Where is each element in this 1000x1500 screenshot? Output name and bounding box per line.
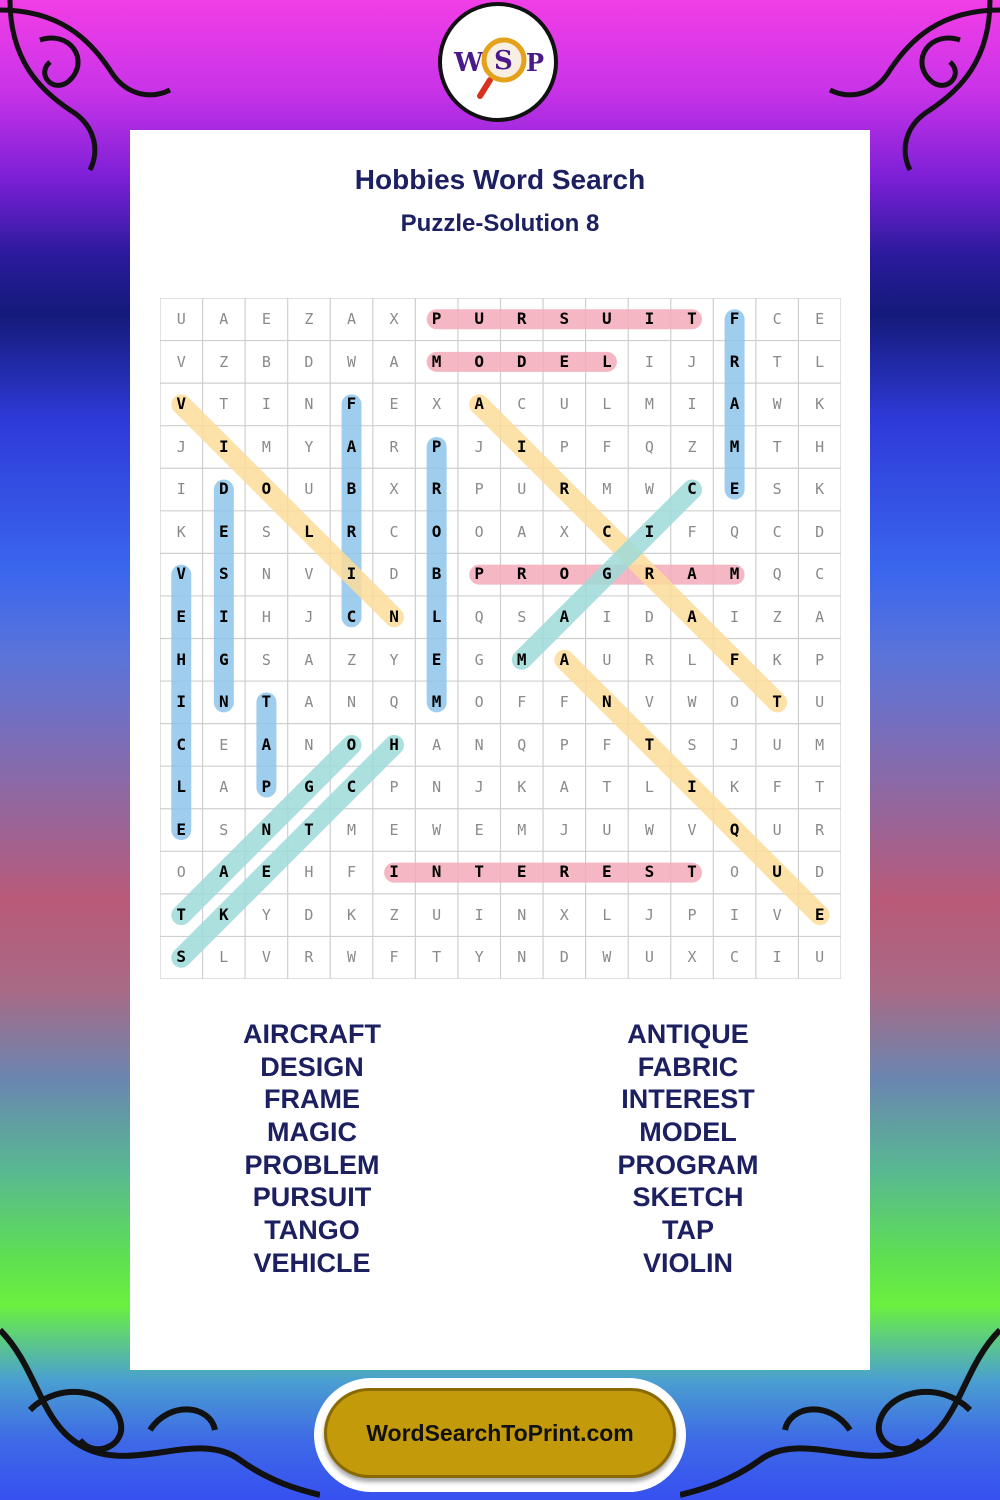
grid-cell[interactable]: H — [304, 863, 314, 882]
grid-cell[interactable]: U — [517, 480, 527, 499]
grid-cell[interactable]: K — [218, 904, 229, 924]
grid-cell[interactable]: T — [772, 692, 782, 712]
grid-cell[interactable]: N — [304, 735, 314, 754]
page-title: Hobbies Word Search — [354, 164, 646, 195]
grid-cell[interactable]: U — [432, 905, 442, 924]
grid-cell[interactable]: X — [389, 310, 399, 328]
grid-cell[interactable]: H — [176, 649, 187, 669]
grid-cell[interactable]: A — [687, 564, 697, 584]
grid-cell[interactable]: M — [815, 735, 825, 754]
grid-cell[interactable]: R — [559, 479, 570, 499]
grid-cell[interactable]: D — [304, 905, 314, 924]
grid-cell[interactable]: J — [687, 352, 697, 371]
grid-cell[interactable]: K — [815, 395, 825, 414]
grid-cell[interactable]: D — [815, 522, 825, 541]
grid-cell[interactable]: I — [389, 862, 399, 882]
grid-cell[interactable]: U — [176, 310, 186, 328]
word-list-item: MAGIC — [267, 1117, 357, 1148]
grid-cell[interactable]: E — [176, 819, 187, 839]
grid-cell[interactable]: S — [176, 947, 187, 967]
grid-cell[interactable]: F — [389, 948, 399, 967]
grid-cell[interactable]: J — [730, 735, 740, 754]
grid-cell[interactable]: U — [815, 693, 825, 712]
grid-cell[interactable]: V — [176, 352, 186, 371]
grid-cell[interactable]: T — [772, 352, 782, 371]
word-list-left — [122, 1018, 502, 1280]
grid-cell[interactable]: A — [729, 394, 740, 414]
grid-cell[interactable]: A — [218, 862, 229, 882]
grid-cell[interactable]: C — [772, 310, 782, 328]
grid-cell[interactable]: J — [474, 778, 484, 797]
grid-cell[interactable]: V — [261, 948, 271, 967]
grid-cell[interactable]: Y — [389, 650, 399, 669]
grid-cell[interactable]: N — [432, 778, 442, 797]
grid-cell[interactable]: X — [389, 480, 399, 499]
grid-cell[interactable]: A — [559, 649, 570, 669]
grid-cell[interactable]: K — [176, 522, 186, 541]
word-list-item: PROGRAM — [617, 1149, 759, 1180]
grid-cell[interactable]: Q — [772, 565, 782, 584]
grid-cell[interactable]: Y — [261, 905, 271, 924]
grid-cell[interactable]: T — [687, 309, 697, 328]
grid-cell[interactable]: W — [644, 820, 654, 839]
word-list-item: ANTIQUE — [627, 1019, 749, 1049]
grid-cell[interactable]: R — [431, 479, 442, 499]
grid-cell[interactable]: L — [644, 778, 654, 797]
grid-cell[interactable]: W — [346, 948, 357, 967]
grid-cell[interactable]: F — [602, 735, 612, 754]
grid-cell[interactable]: E — [516, 862, 527, 882]
grid-cell[interactable]: J — [304, 607, 314, 626]
grid-cell[interactable]: N — [517, 905, 527, 924]
grid-cell[interactable]: Z — [304, 310, 314, 328]
grid-cell[interactable]: N — [261, 565, 271, 584]
grid-cell[interactable]: B — [346, 479, 357, 499]
grid-cell[interactable]: I — [176, 692, 187, 712]
grid-cell[interactable]: D — [559, 948, 569, 967]
logo-letter-s: S — [494, 46, 513, 76]
grid-cell[interactable]: U — [559, 395, 569, 414]
word-list-item: TAP — [662, 1215, 714, 1246]
grid-cell[interactable]: B — [261, 352, 271, 371]
grid-cell[interactable]: Q — [729, 819, 740, 839]
grid-cell[interactable]: K — [346, 905, 357, 924]
grid-cell[interactable]: T — [261, 692, 272, 712]
grid-cell[interactable]: V — [176, 564, 187, 584]
grid-cell[interactable]: C — [602, 521, 612, 541]
grid-cell[interactable]: N — [389, 606, 399, 626]
grid-cell[interactable]: P — [815, 650, 825, 669]
grid-cell[interactable]: E — [474, 820, 484, 839]
grid-cell[interactable]: E — [729, 479, 740, 499]
grid-cell[interactable]: Z — [346, 650, 357, 669]
grid-cell[interactable]: Q — [517, 735, 527, 754]
grid-cell[interactable]: U — [304, 480, 314, 499]
grid-cell[interactable]: O — [346, 734, 357, 754]
grid-cell[interactable]: E — [261, 310, 271, 328]
grid-cell[interactable]: I — [474, 905, 484, 924]
grid-cell[interactable]: N — [517, 948, 527, 967]
grid-cell[interactable]: S — [218, 564, 229, 584]
grid-cell[interactable]: L — [176, 777, 187, 797]
grid-cell[interactable]: G — [474, 650, 484, 669]
grid-cell[interactable]: R — [729, 351, 740, 371]
grid-cell[interactable]: A — [261, 734, 272, 754]
grid-cell[interactable]: F — [346, 863, 357, 882]
grid-cell[interactable]: M — [517, 820, 527, 839]
grid-cell[interactable]: Q — [474, 607, 484, 626]
grid-cell[interactable]: T — [219, 395, 229, 414]
grid-cell[interactable]: A — [219, 310, 229, 328]
grid-cell[interactable]: N — [304, 395, 314, 414]
grid-cell[interactable]: X — [559, 522, 569, 541]
word-list-item: TANGO — [264, 1215, 360, 1246]
grid-cell[interactable]: G — [602, 564, 612, 584]
grid-cell[interactable]: L — [431, 606, 442, 626]
grid-cell[interactable]: H — [389, 734, 399, 754]
grid-cell[interactable]: A — [346, 436, 357, 456]
grid-cell[interactable]: U — [602, 650, 612, 669]
grid-cell[interactable]: C — [389, 522, 399, 541]
grid-cell[interactable]: F — [772, 778, 782, 797]
grid-cell[interactable]: M — [602, 480, 612, 499]
grid-cell[interactable]: S — [772, 480, 782, 499]
word-list-item: PROBLEM — [244, 1149, 380, 1180]
grid-cell[interactable]: U — [644, 948, 654, 967]
grid-cell[interactable]: I — [346, 564, 357, 584]
grid-cell[interactable]: T — [687, 862, 697, 882]
grid-cell[interactable]: N — [261, 819, 272, 839]
grid-cell[interactable]: G — [218, 649, 229, 669]
grid-cell[interactable]: Q — [730, 522, 740, 541]
grid-cell[interactable]: K — [772, 650, 782, 669]
grid-cell[interactable]: C — [687, 479, 697, 499]
grid-cell[interactable]: C — [176, 734, 187, 754]
grid-cell[interactable]: C — [772, 522, 782, 541]
word-list-item: INTEREST — [621, 1084, 755, 1115]
grid-cell[interactable]: I — [772, 948, 782, 967]
grid-cell[interactable]: R — [346, 521, 357, 541]
grid-cell[interactable]: Z — [389, 905, 399, 924]
grid-cell[interactable]: E — [218, 521, 229, 541]
grid-cell[interactable]: B — [431, 564, 442, 584]
grid-cell[interactable]: U — [772, 862, 782, 882]
grid-cell[interactable]: E — [219, 735, 229, 754]
grid-cell[interactable]: D — [516, 351, 527, 371]
grid-cell[interactable]: R — [644, 650, 654, 669]
grid-cell[interactable]: A — [432, 735, 442, 754]
grid-cell[interactable]: O — [730, 693, 740, 712]
grid-cell[interactable]: O — [431, 521, 442, 541]
grid-cell[interactable]: N — [431, 862, 442, 882]
word-search-grid — [160, 298, 841, 979]
grid-cell[interactable]: Q — [389, 693, 399, 712]
grid-cell[interactable]: P — [687, 905, 697, 924]
grid-cell[interactable]: O — [474, 522, 484, 541]
grid-cell[interactable]: A — [517, 522, 527, 541]
grid-cell[interactable]: P — [559, 735, 569, 754]
grid-cell[interactable]: V — [772, 905, 782, 924]
grid-cell[interactable]: W — [432, 820, 442, 839]
grid-cell[interactable]: Z — [772, 607, 782, 626]
logo-letter-p: P — [526, 48, 545, 77]
grid-cell[interactable]: E — [559, 351, 570, 371]
grid-cell[interactable]: L — [602, 395, 612, 414]
word-list-item: SKETCH — [632, 1182, 744, 1213]
word-list-item: DESIGN — [260, 1051, 364, 1082]
grid-cell[interactable]: G — [304, 777, 314, 797]
grid-cell[interactable]: A — [559, 778, 569, 797]
grid-cell[interactable]: F — [729, 309, 740, 328]
grid-cell[interactable]: L — [304, 521, 314, 541]
grid-cell[interactable]: R — [516, 564, 527, 584]
grid-cell[interactable]: I — [176, 480, 186, 499]
grid-cell[interactable]: N — [474, 735, 484, 754]
grid-cell[interactable]: R — [559, 862, 570, 882]
grid-cell[interactable]: S — [644, 862, 655, 882]
grid-cell[interactable]: Z — [219, 352, 229, 371]
grid-cell[interactable]: T — [772, 437, 782, 456]
grid-cell[interactable]: M — [729, 436, 740, 456]
grid-cell[interactable]: E — [431, 649, 442, 669]
grid-cell[interactable]: U — [474, 309, 484, 328]
grid-cell[interactable]: J — [644, 905, 654, 924]
grid-cell[interactable]: P — [389, 778, 399, 797]
grid-cell[interactable]: L — [687, 650, 697, 669]
grid-cell[interactable]: J — [176, 437, 186, 456]
grid-cell[interactable]: I — [687, 395, 697, 414]
grid-cell[interactable]: M — [729, 564, 740, 584]
grid-cell[interactable]: I — [218, 436, 229, 456]
grid-cell[interactable]: P — [474, 564, 484, 584]
grid-cell[interactable]: U — [815, 948, 825, 967]
grid-cell[interactable]: I — [730, 607, 740, 626]
grid-cell[interactable]: W — [602, 948, 612, 967]
grid-cell[interactable]: A — [687, 606, 697, 626]
grid-cell[interactable]: I — [261, 395, 271, 414]
grid-cell[interactable]: C — [346, 606, 357, 626]
grid-cell[interactable]: X — [687, 948, 697, 967]
grid-cell[interactable]: T — [602, 778, 612, 797]
grid-cell[interactable]: E — [814, 904, 825, 924]
grid-cell[interactable]: L — [602, 351, 612, 371]
grid-cell[interactable]: L — [219, 948, 229, 967]
site-logo[interactable] — [438, 2, 558, 122]
grid-cell[interactable]: T — [815, 778, 825, 797]
grid-cell[interactable]: E — [176, 606, 187, 626]
grid-cell[interactable]: T — [432, 948, 442, 967]
grid-cell[interactable]: S — [559, 309, 570, 328]
grid-cell[interactable]: D — [218, 479, 229, 499]
grid-cell[interactable]: M — [431, 692, 442, 712]
grid-cell[interactable]: D — [644, 607, 654, 626]
grid-cell[interactable]: M — [644, 395, 654, 414]
grid-cell[interactable]: D — [304, 352, 314, 371]
grid-cell[interactable]: I — [644, 521, 655, 541]
grid-cell[interactable]: W — [772, 395, 782, 414]
word-list-item: PURSUIT — [252, 1182, 372, 1213]
grid-cell[interactable]: V — [304, 565, 314, 584]
grid-cell[interactable]: L — [602, 905, 612, 924]
grid-cell[interactable]: T — [304, 819, 314, 839]
grid-cell[interactable]: O — [261, 479, 272, 499]
grid-cell[interactable]: E — [261, 862, 272, 882]
grid-cell[interactable]: R — [304, 948, 314, 967]
grid-cell[interactable]: R — [389, 437, 399, 456]
grid-cell[interactable]: H — [261, 607, 271, 626]
grid-cell[interactable]: L — [815, 352, 825, 371]
grid-cell[interactable]: F — [602, 437, 612, 456]
grid-cell[interactable]: U — [602, 309, 612, 328]
grid-cell[interactable]: T — [176, 904, 187, 924]
grid-cell[interactable]: O — [176, 863, 186, 882]
grid-cell[interactable]: W — [346, 352, 357, 371]
grid-cell[interactable]: I — [730, 905, 740, 924]
word-list-item: AIRCRAFT — [243, 1019, 381, 1049]
grid-cell[interactable]: A — [346, 310, 357, 328]
grid-cell[interactable]: J — [474, 437, 484, 456]
grid-cell[interactable]: E — [602, 862, 612, 882]
grid-cell[interactable]: N — [346, 693, 357, 712]
grid-cell[interactable]: C — [346, 777, 357, 797]
grid-cell[interactable]: M — [346, 820, 357, 839]
grid-cell[interactable]: A — [474, 394, 484, 414]
grid-cell[interactable]: F — [559, 693, 569, 712]
word-list-right — [498, 1018, 878, 1280]
grid-cell[interactable]: W — [687, 693, 697, 712]
grid-cell[interactable]: H — [815, 437, 825, 456]
grid-cell[interactable]: S — [261, 522, 271, 541]
grid-cell[interactable]: I — [218, 606, 229, 626]
grid-cell[interactable]: M — [261, 437, 271, 456]
grid-cell[interactable]: M — [431, 351, 442, 371]
grid-cell[interactable]: C — [517, 395, 527, 414]
grid-cell[interactable]: P — [474, 480, 484, 499]
grid-cell[interactable]: A — [304, 650, 314, 669]
grid-cell[interactable]: T — [474, 862, 484, 882]
grid-cell[interactable]: A — [389, 352, 399, 371]
grid-cell[interactable]: P — [431, 436, 442, 456]
grid-cell[interactable]: T — [644, 734, 655, 754]
grid-cell[interactable]: A — [219, 778, 229, 797]
grid-cell[interactable]: D — [389, 565, 399, 584]
grid-cell[interactable]: K — [730, 778, 740, 797]
grid-cell[interactable]: E — [389, 820, 399, 839]
grid-cell[interactable]: P — [559, 437, 569, 456]
grid-cell[interactable]: U — [602, 820, 612, 839]
grid-cell[interactable]: Q — [644, 437, 654, 456]
grid-cell[interactable]: A — [815, 607, 825, 626]
grid-cell[interactable]: K — [815, 480, 825, 499]
grid-cell[interactable]: W — [644, 480, 654, 499]
logo-letter-w: W — [454, 48, 484, 78]
grid-cell[interactable]: Y — [474, 948, 484, 967]
grid-cell[interactable]: I — [687, 777, 697, 797]
grid-cell[interactable]: U — [772, 820, 782, 839]
grid-cell[interactable]: E — [815, 310, 825, 328]
grid-cell[interactable]: Z — [687, 437, 697, 456]
grid-cell[interactable]: O — [559, 564, 570, 584]
grid-cell[interactable]: U — [772, 735, 782, 754]
grid-cell[interactable]: R — [516, 309, 527, 328]
grid-cell[interactable]: X — [559, 905, 569, 924]
grid-cell[interactable]: V — [687, 820, 697, 839]
grid-cell[interactable]: N — [602, 692, 612, 712]
grid-cell[interactable]: I — [516, 436, 527, 456]
grid-cell[interactable]: F — [517, 693, 527, 712]
grid-cell[interactable]: X — [432, 395, 442, 414]
grid-cell[interactable]: S — [517, 607, 527, 626]
grid-cell[interactable]: O — [474, 693, 484, 712]
grid-cell[interactable]: N — [218, 692, 229, 712]
grid-cell[interactable]: C — [730, 948, 740, 967]
word-list-item: FRAME — [264, 1084, 360, 1115]
grid-cell[interactable]: A — [304, 693, 314, 712]
grid-cell[interactable]: R — [815, 820, 825, 839]
grid-cell[interactable]: F — [729, 649, 740, 669]
grid-cell[interactable]: I — [602, 607, 612, 626]
grid-cell[interactable]: S — [687, 735, 697, 754]
word-list-item: FABRIC — [637, 1051, 739, 1082]
grid-cell[interactable]: M — [516, 649, 527, 669]
grid-cell[interactable]: J — [559, 820, 569, 839]
grid-cell[interactable]: F — [346, 394, 357, 414]
grid-cell[interactable]: S — [261, 650, 271, 669]
grid-cell[interactable]: P — [431, 309, 442, 328]
word-list-item: VEHICLE — [253, 1247, 371, 1278]
grid-cell[interactable]: I — [644, 309, 655, 328]
grid-cell[interactable]: Y — [304, 437, 314, 456]
site-url-button[interactable]: WordSearchToPrint.com — [324, 1388, 676, 1478]
grid-cell[interactable]: F — [687, 522, 697, 541]
grid-cell[interactable]: E — [389, 395, 399, 414]
grid-cell[interactable]: S — [219, 820, 229, 839]
page-subtitle: Puzzle-Solution 8 — [400, 210, 600, 237]
grid-cell[interactable]: R — [644, 564, 655, 584]
grid-cell[interactable]: C — [815, 565, 825, 584]
word-list-item: VIOLIN — [642, 1247, 733, 1278]
grid-cell[interactable]: A — [559, 606, 570, 626]
grid-cell[interactable]: V — [176, 394, 187, 414]
grid-cell[interactable]: P — [261, 777, 272, 797]
grid-cell[interactable]: I — [644, 352, 654, 371]
grid-cell[interactable]: O — [730, 863, 740, 882]
grid-cell[interactable]: D — [815, 863, 825, 882]
grid-cell[interactable]: K — [517, 778, 527, 797]
grid-cell[interactable]: O — [474, 351, 484, 371]
grid-cell[interactable]: V — [644, 693, 654, 712]
word-list-item: MODEL — [639, 1117, 737, 1148]
